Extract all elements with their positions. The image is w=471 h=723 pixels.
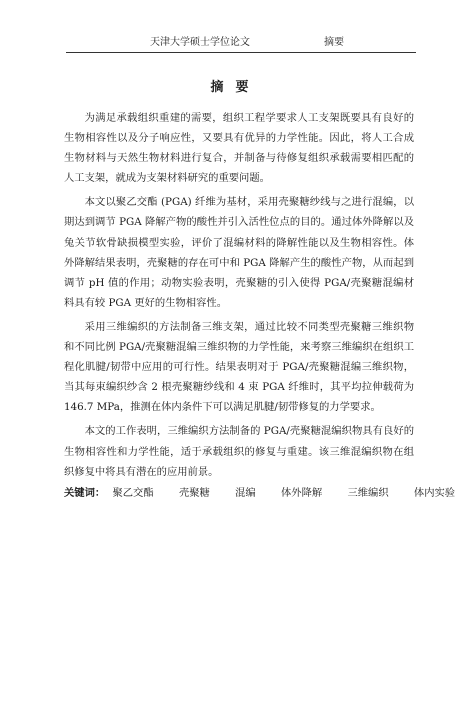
keyword: 三维编织 bbox=[347, 487, 389, 499]
abstract-paragraph-4: 本文的工作表明，三维编织方法制备的 PGA/壳聚糖混编织物具有良好的生物相容性和力学性能，适于承载组织的修复与重建。该三维混编织物在组织修复中将具有潜在的应用前景。 bbox=[64, 425, 414, 478]
abstract-paragraph-2: 本文以聚乙交酯 (PGA) 纤维为基材，采用壳聚糖纱线与之进行混编，以期达到调节 PGA 降解产物的酸性并引入活性位点的目的。通过体外降解以及兔关节软骨缺损模型实验，评价了混编材料的降解性能以及生物相容性。体外降解结果表明，壳聚糖的存在可中和 PGA 降解产生的酸性产物，从而起到调节 pH 值的作用；动物实验表明，壳聚糖的引入使得 PGA/壳聚糖混编材料具有较 PGA 更好的生物相容性。 bbox=[64, 196, 414, 309]
keyword: 混编 bbox=[235, 487, 256, 499]
abstract-paragraph-3: 采用三维编织的方法制备三维支架，通过比较不同类型壳聚糖三维织物和不同比例 PGA/壳聚糖混编三维织物的力学性能，来考察三维编织在组织工程化肌腱/韧带中应用的可行性。结果表明对于 PGA/壳聚糖混编三维织物，当其每束编织纱含 2 根壳聚糖纱线和 4 束 PGA 纤维时，其平均拉伸载荷为 146.7 MPa，推测在体内条件下可以满足肌腱/韧带修复的力学要求。 bbox=[64, 320, 414, 414]
abstract-body bbox=[64, 108, 414, 486]
running-header bbox=[66, 36, 416, 53]
keywords-label: 关键词： bbox=[64, 487, 106, 499]
keyword: 聚乙交酯 bbox=[112, 487, 154, 499]
keywords-line bbox=[64, 483, 456, 503]
keyword: 壳聚糖 bbox=[178, 487, 210, 499]
header-school-name: 天津大学硕士学位论文 bbox=[150, 37, 250, 48]
header-section-name: 摘要 bbox=[324, 37, 344, 48]
keyword: 体外降解 bbox=[280, 487, 323, 499]
keyword: 体内实验 bbox=[413, 487, 456, 499]
abstract-title: 摘要 bbox=[210, 80, 261, 95]
abstract-paragraph-1: 为满足承载组织重建的需要，组织工程学要求人工支架既要具有良好的生物相容性以及分子响应性，又要具有优异的力学性能。因此，将人工合成生物材料与天然生物材料进行复合，并制备与待修复组织承载需要相匹配的人工支架，就成为支架材料研究的重要问题。 bbox=[64, 112, 414, 185]
